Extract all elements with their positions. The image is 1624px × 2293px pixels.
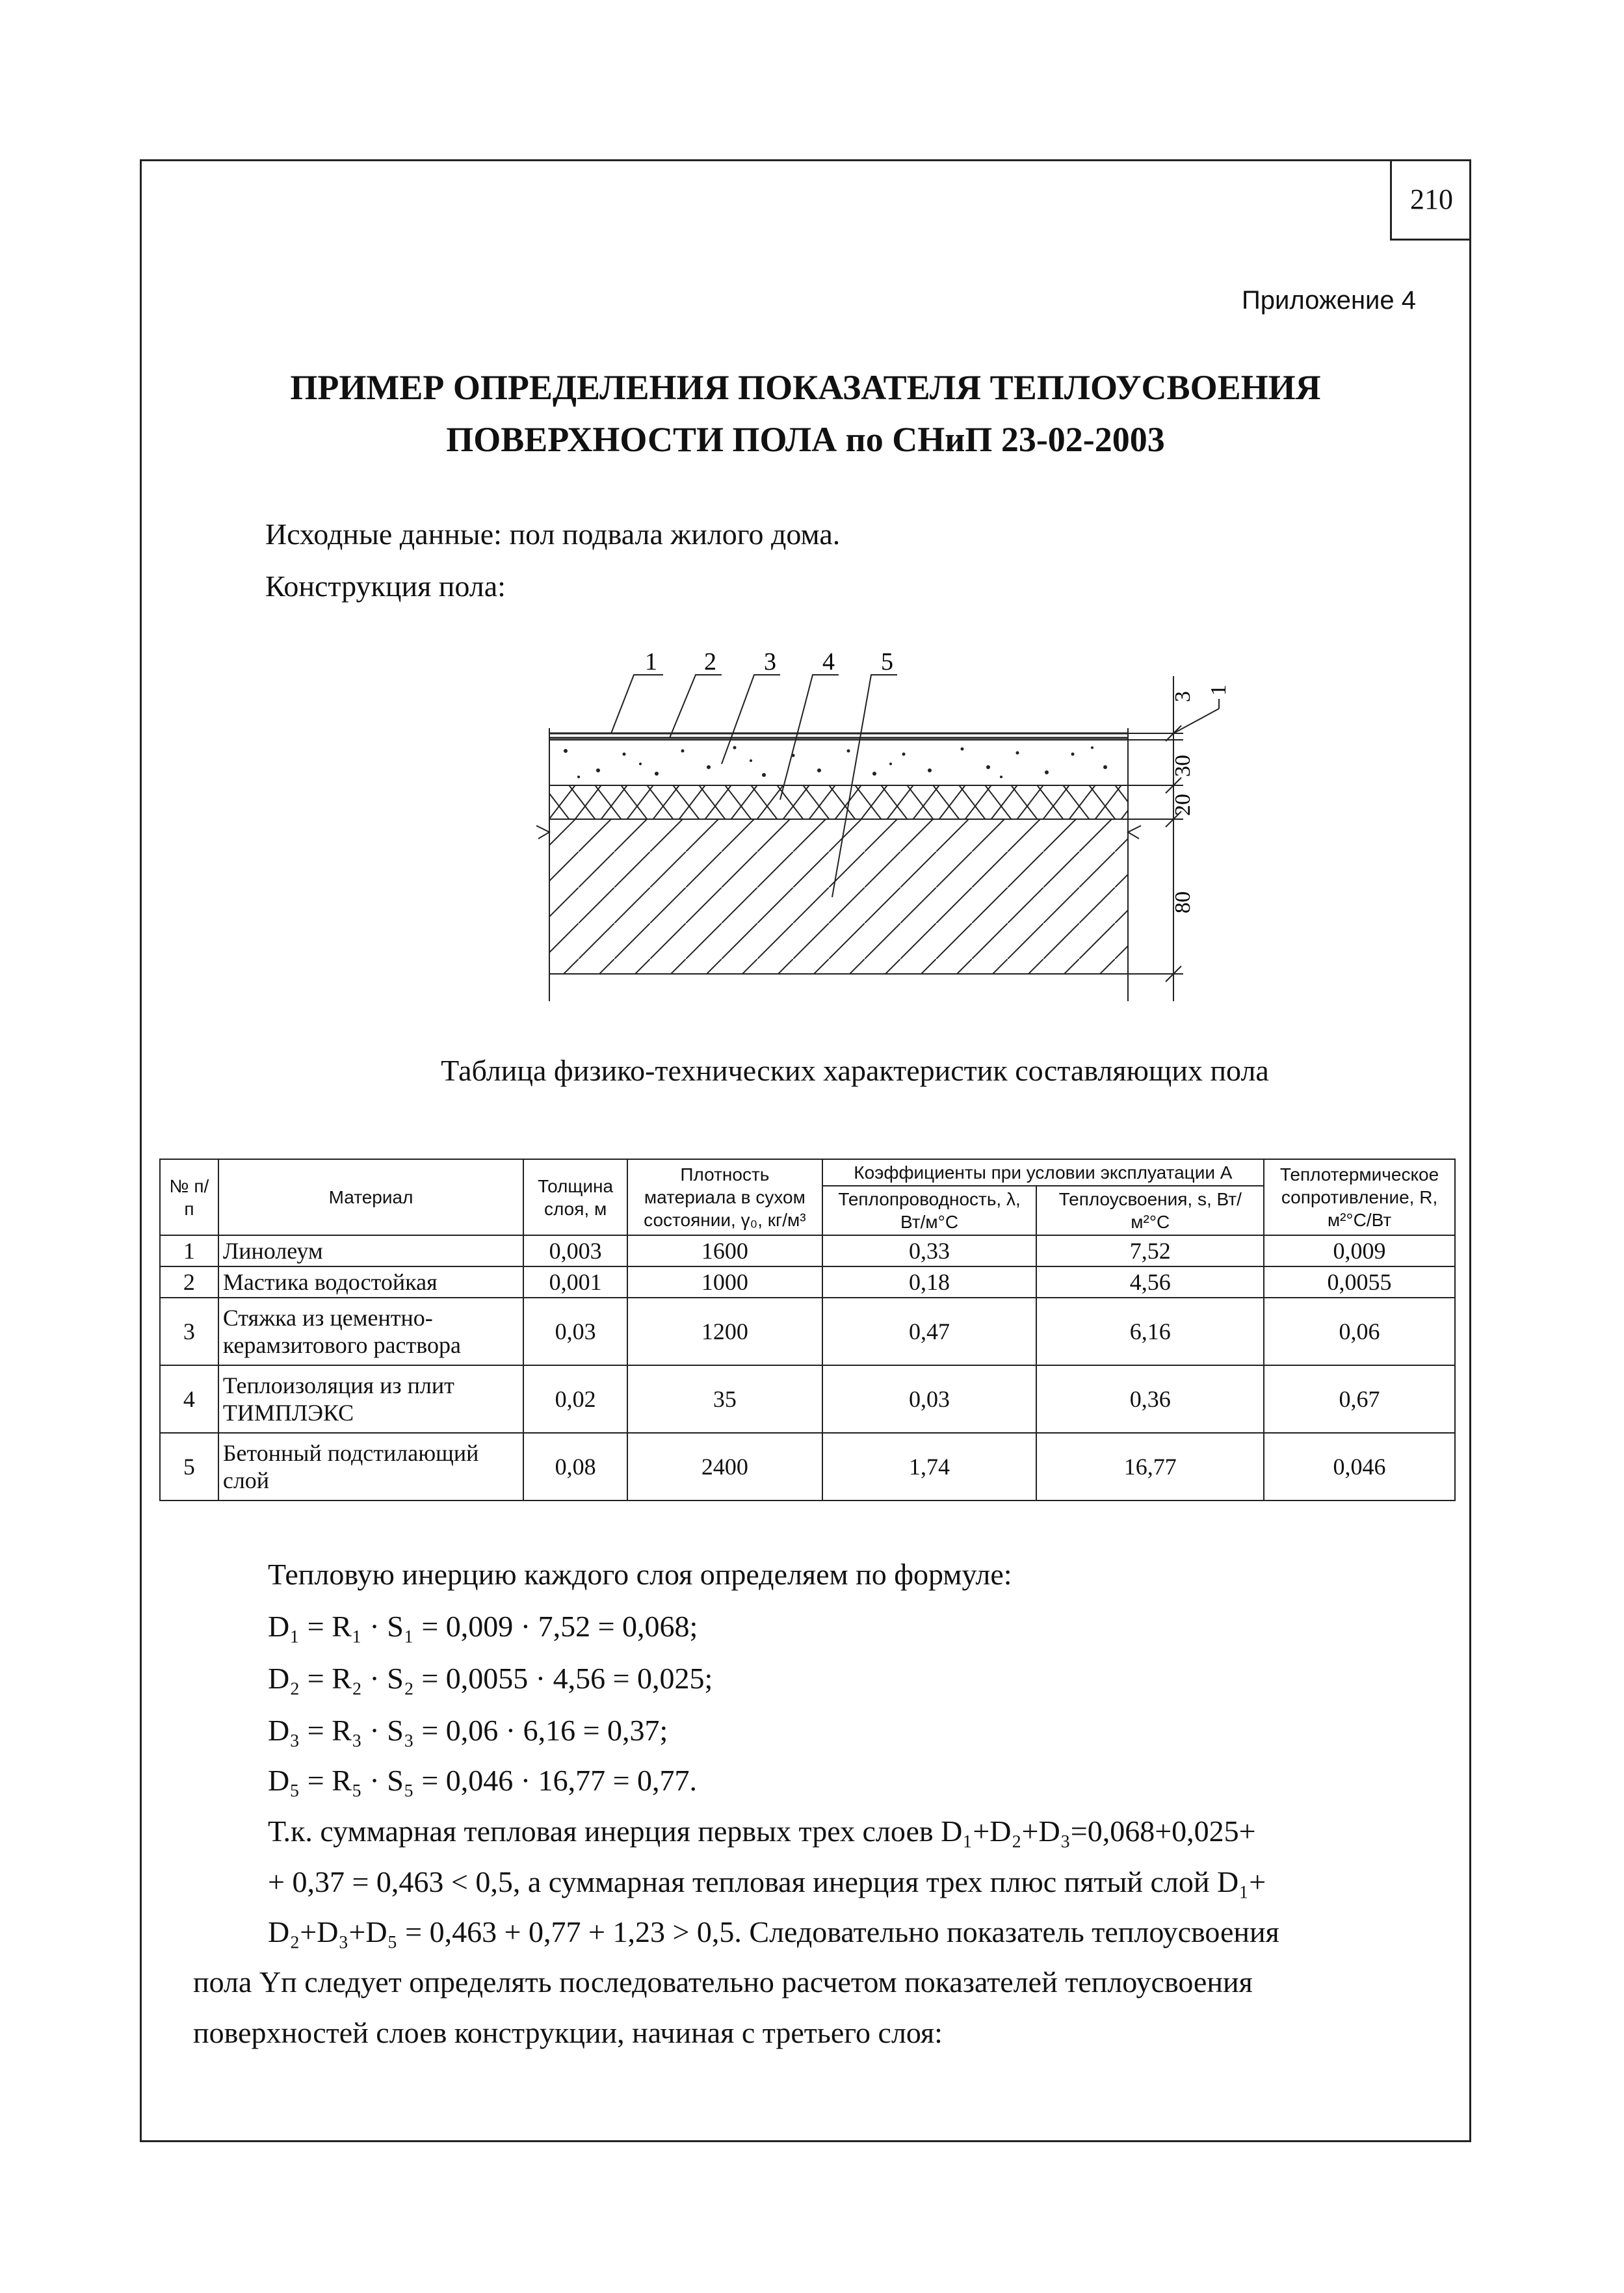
th-material: Материал: [218, 1159, 523, 1235]
paragraph-line-1: Т.к. суммарная тепловая инерция первых трех слоев D₁+D₂+D₃=0,068+0,025+: [268, 1815, 1256, 1848]
dim-1: 1: [1207, 685, 1231, 696]
intro-line-2: Конструкция пола:: [265, 570, 506, 603]
th-density: Плотность материала в сухом состоянии, γ₀, кг/м³: [627, 1159, 822, 1235]
equation-d5: D₅ = R₅ · S₅ = 0,046 · 16,77 = 0,77.: [268, 1764, 698, 1797]
page-number: 210: [1390, 159, 1471, 241]
dim-80: 80: [1171, 891, 1195, 913]
th-coef-group: Коэффициенты при условии эксплуатации А: [822, 1159, 1264, 1186]
dim-20: 20: [1171, 794, 1195, 816]
screed-layer: [549, 740, 1128, 785]
callout-5: 5: [881, 648, 893, 675]
title-line-2: ПОВЕРХНОСТИ ПОЛА по СНиП 23-02-2003: [446, 420, 1165, 459]
title-line-1: ПРИМЕР ОПРЕДЕЛЕНИЯ ПОКАЗАТЕЛЯ ТЕПЛОУСВОЕНИЯ: [290, 368, 1321, 407]
dim-30: 30: [1171, 755, 1195, 777]
paragraph-line-3: D₂+D₃+D₅ = 0,463 + 0,77 + 1,23 > 0,5. Следовательно показатель теплоусвоения: [268, 1915, 1279, 1948]
callout-2: 2: [704, 648, 716, 675]
th-conductivity: Теплопроводность, λ, Вт/м°С: [822, 1186, 1037, 1235]
equation-d2: D₂ = R₂ · S₂ = 0,0055 · 4,56 = 0,025;: [268, 1662, 713, 1695]
table-row: 2 Мастика водостойкая 0,001 1000 0,18 4,56 0,0055: [160, 1266, 1455, 1298]
intro-line-1: Исходные данные: пол подвала жилого дома.: [265, 518, 841, 551]
th-resistance: Теплотермическое сопротивление, R, м²°С/Вт: [1264, 1159, 1455, 1235]
equation-d3: D₃ = R₃ · S₃ = 0,06 · 6,16 = 0,37;: [268, 1714, 668, 1747]
table-row: 4 Теплоизоляция из плит ТИМПЛЭКС 0,02 35 0,03 0,36 0,67: [160, 1365, 1455, 1433]
insulation-layer: [549, 785, 1128, 819]
callout-4: 4: [822, 648, 835, 675]
paragraph-line-5: поверхностей слоев конструкции, начиная с третьего слоя:: [193, 2016, 943, 2049]
table-row: 1 Линолеум 0,003 1600 0,33 7,52 0,009: [160, 1235, 1455, 1266]
table-caption: Таблица физико-технических характеристик составляющих пола: [441, 1054, 1269, 1087]
formula-intro: Тепловую инерцию каждого слоя определяем по формуле:: [268, 1558, 1012, 1591]
table-row: 3 Стяжка из цементно-керамзитового раствора 0,03 1200 0,47 6,16 0,06: [160, 1298, 1455, 1365]
materials-table: [159, 1159, 1456, 1501]
th-absorption: Теплоусвоения, s, Вт/м²°С: [1036, 1186, 1264, 1235]
equation-d1: D₁ = R₁ · S₁ = 0,009 · 7,52 = 0,068;: [268, 1610, 698, 1643]
appendix-label: Приложение 4: [1242, 286, 1416, 315]
floor-construction-diagram: [507, 637, 1274, 1027]
table-header-row-1: [160, 1159, 1455, 1186]
callout-1: 1: [645, 648, 657, 675]
dim-3: 3: [1171, 691, 1195, 702]
paragraph-line-4: пола Yп следует определять последовательно расчетом показателей теплоусвоения: [193, 1965, 1253, 1998]
concrete-layer: [549, 819, 1128, 974]
th-thickness: Толщина слоя, м: [523, 1159, 627, 1235]
callout-3: 3: [764, 648, 776, 675]
table-row: 5 Бетонный подстилающий слой 0,08 2400 1,74 16,77 0,046: [160, 1433, 1455, 1500]
th-num: № п/п: [160, 1159, 218, 1235]
paragraph-line-2: + 0,37 = 0,463 < 0,5, а суммарная тепловая инерция трех плюс пятый слой D₁+: [268, 1865, 1266, 1898]
